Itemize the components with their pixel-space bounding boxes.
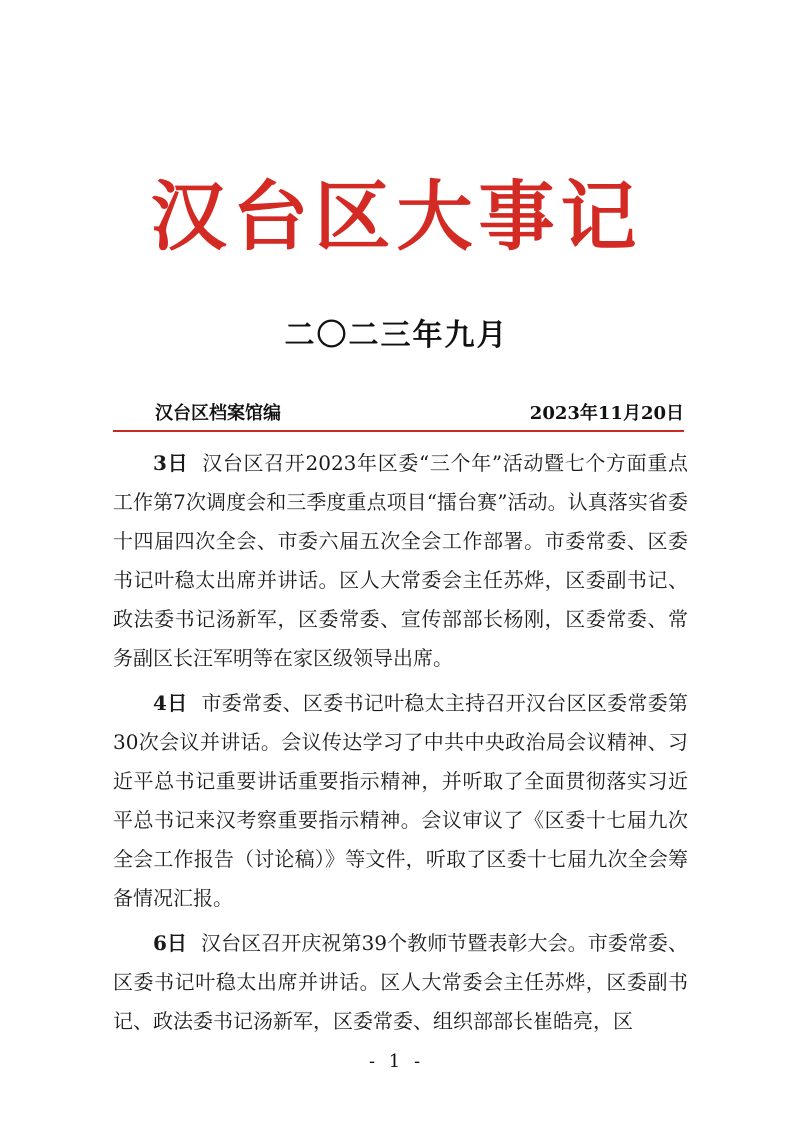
event-text: 汉台区召开庆祝第39个教师节暨表彰大会。市委常委、区委书记叶稳太出席并讲话。区人大常委会主任苏烨，区委副书记、政法委书记汤新军，区委常委、组织部部长崔皓亮，区: [113, 931, 688, 1033]
event-day: 4日: [153, 691, 188, 715]
event-day: 3日: [153, 451, 189, 475]
document-title: 汉台区大事记: [150, 172, 643, 261]
header-divider: [113, 430, 684, 432]
issue-date: 二〇二三年九月: [284, 318, 509, 353]
event-entry-day-4: [113, 684, 688, 918]
editor-name: 汉台区档案馆编: [155, 403, 281, 424]
page-number: - 1 -: [368, 1051, 425, 1072]
event-text: 市委常委、区委书记叶稳太主持召开汉台区区委常委第30次会议并讲话。会议传达学习了中共中央政治局会议精神、习近平总书记重要讲话重要指示精神，并听取了全面贯彻落实习近平总书记来汉考察重要指示精神。会议审议了《区委十七届九次全会工作报告（讨论稿）》等文件，听取了区委十七届九次全会筹备情况汇报。: [113, 691, 688, 910]
event-entry-day-3: [113, 444, 688, 678]
event-text: 汉台区召开2023年区委“三个年”活动暨七个方面重点工作第7次调度会和三季度重点项目“擂台赛”活动。认真落实省委十四届四次全会、市委六届五次全会工作部署。市委常委、区委书记叶稳太出席并讲话。区人大常委会主任苏烨，区委副书记、政法委书记汤新军，区委常委、宣传部部长杨刚，区委常委、常务副区长汪军明等在家区级领导出席。: [113, 451, 688, 670]
publish-date: 2023年11月20日: [529, 403, 684, 424]
event-list: [113, 444, 688, 1047]
event-entry-day-6: [113, 924, 688, 1041]
event-day: 6日: [153, 931, 188, 955]
